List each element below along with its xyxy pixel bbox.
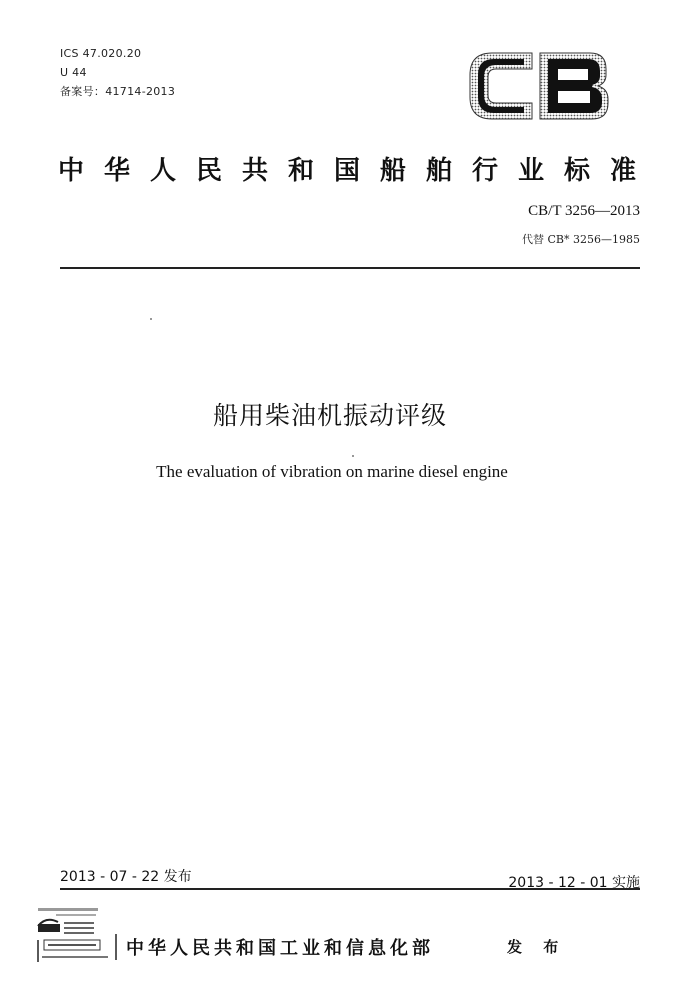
document-title-chinese: 船用柴油机振动评级 [212,401,447,430]
standard-category-heading: 中华人民共和国船舶行业标准 [58,156,657,186]
publisher-stamp [36,904,120,966]
ics-code: ICS 47.020.20 [60,47,142,60]
classification-code: U 44 [60,66,87,79]
standard-code: CB/T 3256—2013 [528,203,640,219]
cb-logo [462,45,612,125]
issue-date: 2013 - 07 - 22 发布 [60,869,192,885]
speck [150,318,152,320]
standard-meta [60,44,175,101]
document-title-english: The evaluation of vibration on marine diesel engine [156,462,508,481]
issue-label: 发 布 [507,938,567,956]
issuing-authority: 中华人民共和国工业和信息化部 [126,938,434,959]
implementation-date: 2013 - 12 - 01 实施 [508,875,640,891]
bottom-divider [60,888,640,890]
speck [352,455,354,457]
top-divider [60,267,640,269]
replaces-standard: 代替 CB* 3256—1985 [522,233,640,246]
record-number: 备案号：41714-2013 [60,85,176,98]
